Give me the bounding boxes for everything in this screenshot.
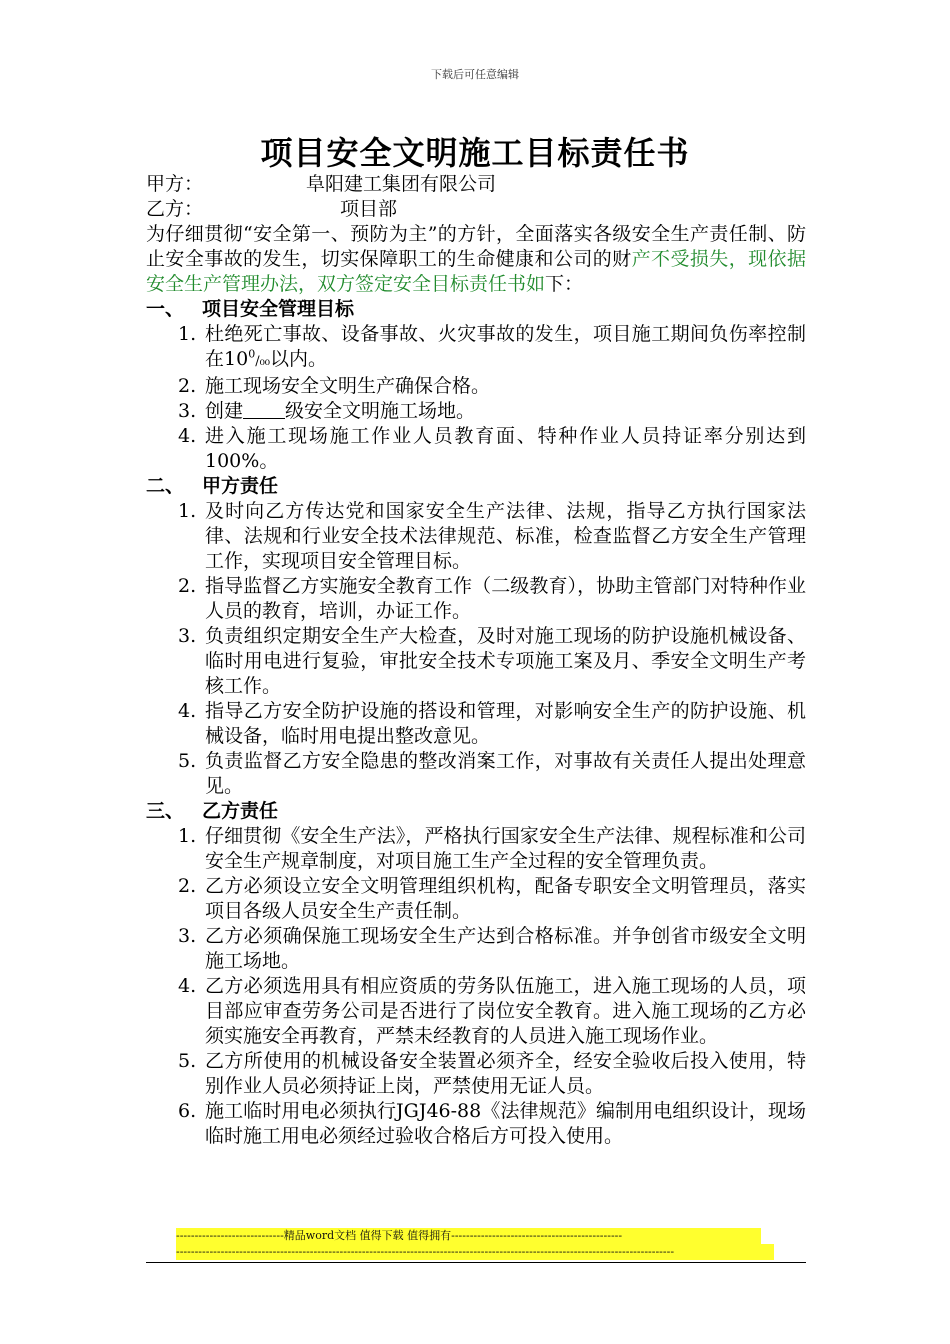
- list-item: [146, 824, 806, 874]
- list-item: [146, 499, 806, 574]
- item-number: 2.: [178, 875, 197, 897]
- per-ten-thousand-sign: /₀₀: [255, 354, 270, 369]
- intro-text-3: 下：: [545, 273, 584, 295]
- item-number: 3.: [178, 925, 197, 947]
- item-text-tail: 级安全文明施工场地。: [285, 400, 476, 422]
- list-item: [146, 699, 806, 749]
- document-body: [146, 172, 806, 1149]
- footer-line-1: -----------------------------精品word文档 值得下载 值得拥有----------------------------------------------: [176, 1228, 761, 1244]
- item-number: 3.: [178, 625, 197, 647]
- item-text: 进入施工现场施工作业人员教育面、特种作业人员持证率分别达到100%。: [205, 425, 806, 472]
- item-text: 仔细贯彻《安全生产法》，严格执行国家安全生产法律、规程标准和公司安全生产规章制度，对项目施工生产全过程的安全管理负责。: [205, 825, 806, 872]
- item-text: 及时向乙方传达党和国家安全生产法律、法规，指导乙方执行国家法律、法规和行业安全技术法律规范、标准，检查监督乙方安全生产管理工作，实现项目安全管理目标。: [205, 500, 806, 572]
- item-text: 乙方所使用的机械设备安全装置必须齐全，经安全验收后投入使用，特别作业人员必须持证上岗，严禁使用无证人员。: [205, 1050, 806, 1097]
- footer-banner: [176, 1228, 774, 1260]
- item-number: 1.: [178, 500, 197, 522]
- list-item: [146, 574, 806, 624]
- footer-line-2: --------------------------------------------------------------------------------------------------------------------------------------: [176, 1244, 774, 1260]
- party-b-value: 项目部: [340, 198, 398, 220]
- section-title: 项目安全管理目标: [202, 298, 355, 320]
- item-number: 1.: [178, 323, 197, 345]
- list-item: [146, 624, 806, 699]
- list-item: [146, 924, 806, 974]
- list-item: [146, 399, 806, 424]
- footer-rule: [146, 1262, 806, 1263]
- item-text: 施工现场安全文明生产确保合格。: [205, 375, 491, 397]
- party-a-label: 甲方：: [146, 173, 204, 195]
- item-number: 3.: [178, 400, 197, 422]
- item-text: 杜绝死亡事故、设备事故、火灾事故的发生，项目施工期间负伤率控制在10: [205, 323, 806, 370]
- section-title: 甲方责任: [202, 475, 279, 497]
- section-3-list: [146, 824, 806, 1149]
- document-title: 项目安全文明施工目标责任书: [260, 134, 690, 172]
- item-number: 2.: [178, 375, 197, 397]
- intro-text-1: 为仔细贯彻“安全第一、预防为主”的方针，全面落实各级安全生产责任制、防止安全事故的发生，切实保障职工的生命健康和公司的财: [146, 223, 806, 270]
- section-number: 一、: [146, 298, 185, 320]
- list-item: [146, 874, 806, 924]
- section-heading-3: [146, 799, 806, 824]
- intro-paragraph: [146, 222, 806, 297]
- item-text: 创建: [205, 400, 244, 422]
- item-text: 施工临时用电必须执行JGJ46-88《法律规范》编制用电组织设计，现场临时施工用电必须经过验收合格后方可投入使用。: [205, 1100, 806, 1147]
- item-text: 负责监督乙方安全隐患的整改消案工作，对事故有关责任人提出处理意见。: [205, 750, 806, 797]
- item-number: 4.: [178, 425, 197, 447]
- section-number: 三、: [146, 800, 185, 822]
- list-item: [146, 374, 806, 399]
- list-item: [146, 1099, 806, 1149]
- item-text: 乙方必须设立安全文明管理组织机构，配备专职安全文明管理员，落实项目各级人员安全生产责任制。: [205, 875, 806, 922]
- party-a-line: [146, 172, 806, 197]
- item-text: 乙方必须确保施工现场安全生产达到合格标准。并争创省市级安全文明施工场地。: [205, 925, 806, 972]
- section-number: 二、: [146, 475, 185, 497]
- list-item: [146, 1049, 806, 1099]
- section-1-list: [146, 322, 806, 474]
- party-b-label: 乙方：: [146, 198, 204, 220]
- item-text: 指导监督乙方实施安全教育工作（二级教育），协助主管部门对特种作业人员的教育，培训，办证工作。: [205, 575, 806, 622]
- item-text: 负责组织定期安全生产大检查，及时对施工现场的防护设施机械设备、临时用电进行复验，审批安全技术专项施工案及月、季安全文明生产考核工作。: [205, 625, 806, 697]
- section-2-list: [146, 499, 806, 799]
- item-number: 5.: [178, 1050, 197, 1072]
- header-note: 下载后可任意编辑: [431, 68, 519, 81]
- item-number: 1.: [178, 825, 197, 847]
- item-text: 乙方必须选用具有相应资质的劳务队伍施工，进入施工现场的人员，项目部应审查劳务公司是否进行了岗位安全教育。进入施工现场的乙方必须实施安全再教育，严禁未经教育的人员进入施工现场作业。: [205, 975, 806, 1047]
- item-number: 5.: [178, 750, 197, 772]
- section-heading-1: [146, 297, 806, 322]
- item-number: 2.: [178, 575, 197, 597]
- item-text-tail: 以内。: [270, 348, 328, 370]
- list-item: [146, 424, 806, 474]
- item-text: 指导乙方安全防护设施的搭设和管理，对影响安全生产的防护设施、机械设备，临时用电提出整改意见。: [205, 700, 806, 747]
- list-item: [146, 322, 806, 374]
- section-heading-2: [146, 474, 806, 499]
- list-item: [146, 749, 806, 799]
- section-title: 乙方责任: [202, 800, 279, 822]
- intro-text-green: 产不受损失，现依据安全生产管理办法，双方签定安全目标责任书如: [146, 248, 806, 295]
- blank-underline: [243, 400, 285, 419]
- list-item: [146, 974, 806, 1049]
- item-number: 4.: [178, 975, 197, 997]
- party-b-line: [146, 197, 806, 222]
- superscript: 0: [248, 347, 256, 361]
- party-a-value: 阜阳建工集团有限公司: [306, 173, 497, 195]
- item-number: 6.: [178, 1100, 197, 1122]
- item-number: 4.: [178, 700, 197, 722]
